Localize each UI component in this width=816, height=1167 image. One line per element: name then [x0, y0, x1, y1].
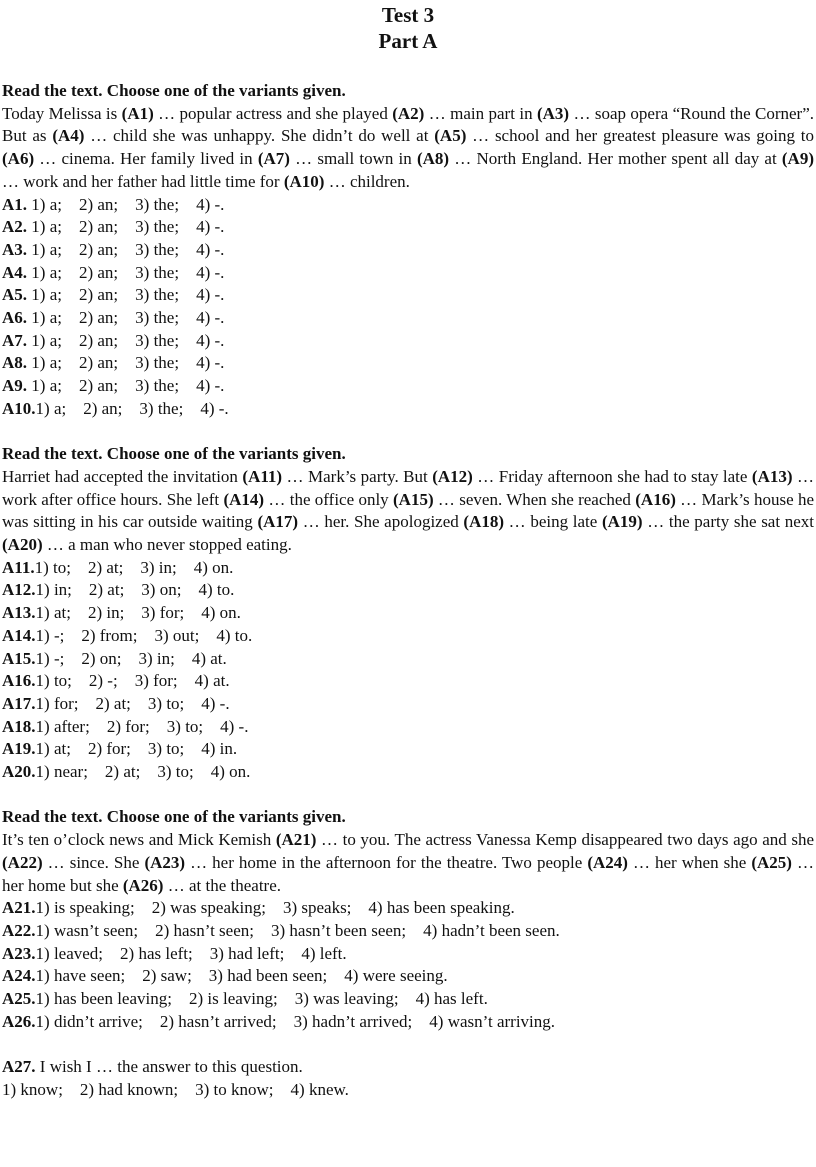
- gap-marker: (A18): [463, 512, 505, 532]
- answer-option[interactable]: 4) has left.: [415, 989, 488, 1009]
- gap-marker: (A9): [781, 149, 814, 169]
- question-number: A11.: [2, 557, 35, 577]
- question-number: A12.: [2, 580, 36, 600]
- question-number: A21.: [2, 898, 36, 918]
- answer-option[interactable]: 4) were seeing.: [344, 966, 448, 986]
- answer-option[interactable]: 4) -.: [196, 353, 225, 373]
- question-number: A4.: [2, 262, 28, 282]
- answer-option[interactable]: 3) the;: [135, 285, 180, 305]
- answer-option[interactable]: 4) at.: [191, 648, 227, 668]
- gap-marker: (A2): [392, 103, 425, 123]
- section-instruction: Read the text. Choose one of the variants given.: [2, 444, 346, 464]
- answer-option[interactable]: 4) -.: [201, 693, 230, 713]
- question-a27-options: [2, 1079, 814, 1102]
- answer-option[interactable]: 2) had known;: [79, 1079, 179, 1099]
- answer-option[interactable]: 3) was leaving;: [294, 989, 399, 1009]
- answer-option[interactable]: 4) -.: [196, 194, 225, 214]
- question-row: [2, 738, 814, 761]
- answer-option[interactable]: 1) to;: [35, 671, 72, 691]
- text-segment: … seven. When she reached: [433, 489, 636, 509]
- answer-option[interactable]: 2) an;: [78, 262, 119, 282]
- question-number: A27.: [2, 1057, 36, 1077]
- answer-option[interactable]: 2) -;: [88, 671, 118, 691]
- reading-text: [2, 103, 814, 194]
- gap-marker: (A25): [751, 852, 792, 872]
- text-segment: … North England. Her mother spent all day at: [449, 149, 782, 169]
- answer-option[interactable]: 4) -.: [196, 217, 225, 237]
- answer-option[interactable]: 2) an;: [78, 330, 119, 350]
- gap-marker: (A3): [536, 103, 570, 123]
- section-instruction: Read the text. Choose one of the variants given.: [2, 807, 346, 827]
- answer-option[interactable]: 3) speaks;: [282, 898, 352, 918]
- answer-option[interactable]: 3) the;: [135, 194, 180, 214]
- answer-option[interactable]: 3) to;: [147, 739, 185, 759]
- answer-option[interactable]: 3) to;: [157, 762, 194, 782]
- answer-option[interactable]: 4) knew.: [290, 1079, 349, 1099]
- text-segment: … her. She apologized: [298, 512, 464, 532]
- answer-option[interactable]: 4) -.: [196, 239, 225, 259]
- question-number: A18.: [2, 716, 36, 736]
- answer-option[interactable]: 2) an;: [78, 194, 119, 214]
- answer-option[interactable]: 1) is speaking;: [35, 898, 135, 918]
- reading-text: [2, 829, 814, 897]
- question-number: A5.: [2, 285, 28, 305]
- gap-marker: (A10): [283, 171, 325, 191]
- answer-option[interactable]: 3) to;: [147, 693, 185, 713]
- answer-option[interactable]: 2) at;: [88, 580, 125, 600]
- gap-marker: (A6): [2, 149, 35, 169]
- question-row: [2, 1011, 814, 1034]
- answer-option[interactable]: 4) at.: [194, 671, 230, 691]
- answer-option[interactable]: 3) had been seen;: [208, 966, 328, 986]
- text-segment: … the party she sat next: [642, 512, 814, 532]
- answer-option[interactable]: 3) on;: [141, 580, 182, 600]
- text-segment: … at the theatre.: [163, 875, 281, 895]
- question-row: [2, 693, 814, 716]
- question-row: [2, 920, 814, 943]
- question-row: [2, 988, 814, 1011]
- answer-option[interactable]: 2) for;: [87, 739, 131, 759]
- answer-option[interactable]: 1) a;: [31, 239, 62, 259]
- text-segment: … Mark’s party. But: [282, 466, 433, 486]
- answer-option[interactable]: 2) for;: [106, 716, 150, 736]
- question-row: [2, 352, 814, 375]
- question-number: A10.: [2, 398, 36, 418]
- text-segment: … small town in: [289, 149, 417, 169]
- answer-option[interactable]: 2) has left;: [120, 943, 193, 963]
- answer-option[interactable]: 4) -.: [220, 716, 249, 736]
- answer-option[interactable]: 4) left.: [301, 943, 347, 963]
- answer-option[interactable]: 4) -.: [200, 398, 229, 418]
- text-segment: … to you. The actress Vanessa Kemp disappeared two days ago and she: [316, 830, 814, 850]
- text-segment: … popular actress and she played: [153, 103, 393, 123]
- question-number: A6.: [2, 308, 28, 328]
- answer-option[interactable]: 4) -.: [196, 376, 225, 396]
- gap-marker: (A16): [635, 489, 676, 509]
- answer-option[interactable]: 1) has been leaving;: [35, 989, 172, 1009]
- question-number: A23.: [2, 943, 36, 963]
- text-segment: … a man who never stopped eating.: [42, 535, 292, 555]
- question-row: [2, 602, 814, 625]
- text-segment: … Friday afternoon she had to stay late: [472, 466, 752, 486]
- answer-option[interactable]: 3) the;: [135, 239, 180, 259]
- gap-marker: (A20): [2, 535, 43, 555]
- question-row: [2, 262, 814, 285]
- answer-option[interactable]: 2) an;: [78, 285, 119, 305]
- text-segment: … her home but she: [2, 852, 814, 895]
- answer-option[interactable]: 4) to.: [216, 625, 253, 645]
- answer-option[interactable]: 2) an;: [78, 217, 119, 237]
- text-segment: … soap opera “Round the Corner”. But as: [2, 103, 815, 146]
- answer-option[interactable]: 3) the;: [135, 217, 180, 237]
- question-number: A14.: [2, 625, 36, 645]
- reading-text: [2, 466, 814, 557]
- answer-option[interactable]: 3) the;: [135, 262, 180, 282]
- answer-option[interactable]: 4) on.: [201, 603, 241, 623]
- gap-marker: (A11): [242, 466, 283, 486]
- answer-option[interactable]: 4) on.: [210, 762, 251, 782]
- document-page: [2, 2, 814, 1102]
- question-number: A7.: [2, 330, 28, 350]
- gap-marker: (A23): [144, 852, 186, 872]
- section-instruction: Read the text. Choose one of the variants given.: [2, 81, 346, 100]
- answer-option[interactable]: 1) wasn’t seen;: [35, 920, 139, 940]
- answer-option[interactable]: 3) had left;: [209, 943, 285, 963]
- question-row: [2, 670, 814, 693]
- answer-option[interactable]: 1) didn’t arrive;: [35, 1011, 143, 1031]
- answer-option[interactable]: 3) the;: [135, 376, 180, 396]
- gap-marker: (A19): [601, 512, 643, 532]
- question-number: A2.: [2, 217, 28, 237]
- text-segment: … the office only: [264, 489, 393, 509]
- answer-option[interactable]: 4) wasn’t arriving.: [429, 1011, 556, 1031]
- text-segment: … child she was unhappy. She didn’t do well at: [84, 126, 435, 146]
- question-row: [2, 239, 814, 262]
- text-segment: … since. She: [42, 852, 145, 872]
- answer-option[interactable]: 1) a;: [31, 376, 62, 396]
- question-row: [2, 625, 814, 648]
- question-row: [2, 716, 814, 739]
- gap-marker: (A24): [587, 852, 628, 872]
- answer-option[interactable]: 2) an;: [78, 308, 119, 328]
- section-gap: [2, 421, 814, 444]
- question-text: I wish I … the answer to this question.: [35, 1057, 303, 1077]
- answer-option[interactable]: 3) in;: [138, 648, 175, 668]
- question-row: [2, 557, 814, 580]
- question-row: [2, 216, 814, 239]
- answer-option[interactable]: 3) for;: [134, 671, 178, 691]
- page-title: Test 3: [381, 3, 435, 27]
- gap-marker: (A26): [122, 875, 164, 895]
- question-row: [2, 897, 814, 920]
- answer-option[interactable]: 3) the;: [135, 330, 180, 350]
- text-segment: It’s ten o’clock news and Mick Kemish: [2, 830, 276, 850]
- answer-option[interactable]: 3) the;: [135, 308, 180, 328]
- answer-option[interactable]: 4) hadn’t been seen.: [423, 920, 560, 940]
- answer-option[interactable]: 4) -.: [196, 330, 225, 350]
- answer-option[interactable]: 1) -;: [35, 625, 65, 645]
- question-number: A19.: [2, 739, 36, 759]
- text-segment: … main part in: [424, 103, 537, 123]
- text-segment: … her when she: [627, 852, 752, 872]
- answer-option[interactable]: 1) a;: [31, 308, 62, 328]
- question-number: A9.: [2, 376, 28, 396]
- gap-marker: (A4): [52, 126, 85, 146]
- question-row: [2, 194, 814, 217]
- answer-option[interactable]: 1) after;: [35, 716, 90, 736]
- answer-option[interactable]: 3) out;: [154, 625, 200, 645]
- answer-option[interactable]: 1) a;: [31, 262, 62, 282]
- page-subtitle: Part A: [378, 29, 438, 53]
- answer-option[interactable]: 4) to.: [198, 580, 235, 600]
- answer-option[interactable]: 2) hasn’t seen;: [155, 920, 254, 940]
- answer-option[interactable]: 2) saw;: [142, 966, 192, 986]
- answer-option[interactable]: 2) at;: [87, 557, 124, 577]
- text-segment: Today Melissa is: [2, 103, 122, 123]
- answer-option[interactable]: 1) a;: [31, 330, 62, 350]
- answer-option[interactable]: 1) for;: [35, 693, 79, 713]
- question-number: A8.: [2, 353, 28, 373]
- answer-option[interactable]: 3) the;: [135, 353, 180, 373]
- gap-marker: (A17): [257, 512, 299, 532]
- question-number: A17.: [2, 693, 36, 713]
- answer-option[interactable]: 4) has been speaking.: [368, 898, 515, 918]
- question-number: A1.: [2, 194, 28, 214]
- answer-option[interactable]: 2) an;: [78, 239, 119, 259]
- gap-marker: (A1): [121, 103, 154, 123]
- answer-option[interactable]: 3) hadn’t arrived;: [293, 1011, 413, 1031]
- gap-marker: (A15): [393, 489, 434, 509]
- answer-option[interactable]: 3) to;: [166, 716, 204, 736]
- question-number: A25.: [2, 989, 36, 1009]
- answer-option[interactable]: 2) in;: [87, 603, 125, 623]
- question-row: [2, 648, 814, 671]
- gap-marker: (A8): [416, 149, 450, 169]
- answer-option[interactable]: 3) to know;: [195, 1079, 274, 1099]
- spacer: [2, 1034, 814, 1057]
- answer-option[interactable]: 2) is leaving;: [188, 989, 278, 1009]
- question-number: A16.: [2, 671, 36, 691]
- answer-option[interactable]: 1) to;: [34, 557, 71, 577]
- question-number: A22.: [2, 920, 36, 940]
- answer-option[interactable]: 4) -.: [196, 285, 225, 305]
- question-number: A20.: [2, 762, 36, 782]
- question-number: A13.: [2, 603, 36, 623]
- answer-option[interactable]: 1) at;: [35, 603, 71, 623]
- question-a27: [2, 1056, 814, 1079]
- question-number: A24.: [2, 966, 36, 986]
- text-segment: … being late: [504, 512, 602, 532]
- answer-option[interactable]: 1) -;: [35, 648, 65, 668]
- answer-option[interactable]: 2) at;: [104, 762, 141, 782]
- answer-option[interactable]: 4) in.: [201, 739, 238, 759]
- answer-option[interactable]: 1) a;: [35, 398, 67, 418]
- gap-marker: (A5): [434, 126, 467, 146]
- answer-option[interactable]: 1) know;: [2, 1079, 63, 1099]
- text-segment: … Mark’s house he was sitting in his car outside waiting: [2, 489, 814, 532]
- answer-option[interactable]: 2) hasn’t arrived;: [159, 1011, 277, 1031]
- answer-option[interactable]: 3) in;: [140, 557, 177, 577]
- answer-option[interactable]: 2) from;: [81, 625, 138, 645]
- answer-option[interactable]: 4) -.: [196, 308, 225, 328]
- answer-option[interactable]: 2) an;: [78, 353, 119, 373]
- answer-option[interactable]: 1) have seen;: [35, 966, 126, 986]
- gap-marker: (A22): [2, 852, 43, 872]
- question-number: A15.: [2, 648, 36, 668]
- question-row: [2, 579, 814, 602]
- question-number: A26.: [2, 1011, 36, 1031]
- text-segment: … school and her greatest pleasure was going to: [466, 126, 814, 146]
- question-row: [2, 398, 814, 421]
- text-segment: … her home in the afternoon for the theatre. Two people: [185, 852, 588, 872]
- answer-option[interactable]: 2) on;: [81, 648, 122, 668]
- answer-option[interactable]: 1) a;: [31, 194, 62, 214]
- gap-marker: (A21): [275, 830, 317, 850]
- answer-option[interactable]: 2) an;: [78, 376, 119, 396]
- answer-option[interactable]: 1) at;: [35, 739, 71, 759]
- answer-option[interactable]: 3) the;: [139, 398, 184, 418]
- answer-option[interactable]: 1) a;: [31, 285, 62, 305]
- sections-container: [2, 80, 814, 1034]
- answer-option[interactable]: 1) a;: [31, 353, 62, 373]
- question-row: [2, 330, 814, 353]
- question-row: [2, 284, 814, 307]
- answer-option[interactable]: 1) a;: [31, 217, 62, 237]
- question-number: A3.: [2, 239, 28, 259]
- gap-marker: (A7): [257, 149, 290, 169]
- text-segment: Harriet had accepted the invitation: [2, 466, 243, 486]
- question-row: [2, 761, 814, 784]
- answer-option[interactable]: 2) was speaking;: [151, 898, 266, 918]
- answer-option[interactable]: 1) leaved;: [35, 943, 104, 963]
- text-segment: … work and her father had little time for: [2, 171, 284, 191]
- text-segment: … work after office hours. She left: [2, 466, 814, 509]
- answer-option[interactable]: 1) in;: [35, 580, 72, 600]
- gap-marker: (A12): [432, 466, 473, 486]
- answer-option[interactable]: 3) hasn’t been seen;: [270, 920, 407, 940]
- answer-option[interactable]: 4) on.: [193, 557, 234, 577]
- answer-option[interactable]: 2) at;: [95, 693, 131, 713]
- gap-marker: (A13): [751, 466, 793, 486]
- text-segment: … cinema. Her family lived in: [34, 149, 258, 169]
- question-row: [2, 307, 814, 330]
- question-row: [2, 943, 814, 966]
- answer-option[interactable]: 2) an;: [83, 398, 123, 418]
- question-row: [2, 965, 814, 988]
- text-segment: … children.: [324, 171, 410, 191]
- answer-option[interactable]: 1) near;: [35, 762, 88, 782]
- answer-option[interactable]: 3) for;: [141, 603, 185, 623]
- answer-option[interactable]: 4) -.: [196, 262, 225, 282]
- gap-marker: (A14): [223, 489, 265, 509]
- question-row: [2, 375, 814, 398]
- section-gap: [2, 784, 814, 807]
